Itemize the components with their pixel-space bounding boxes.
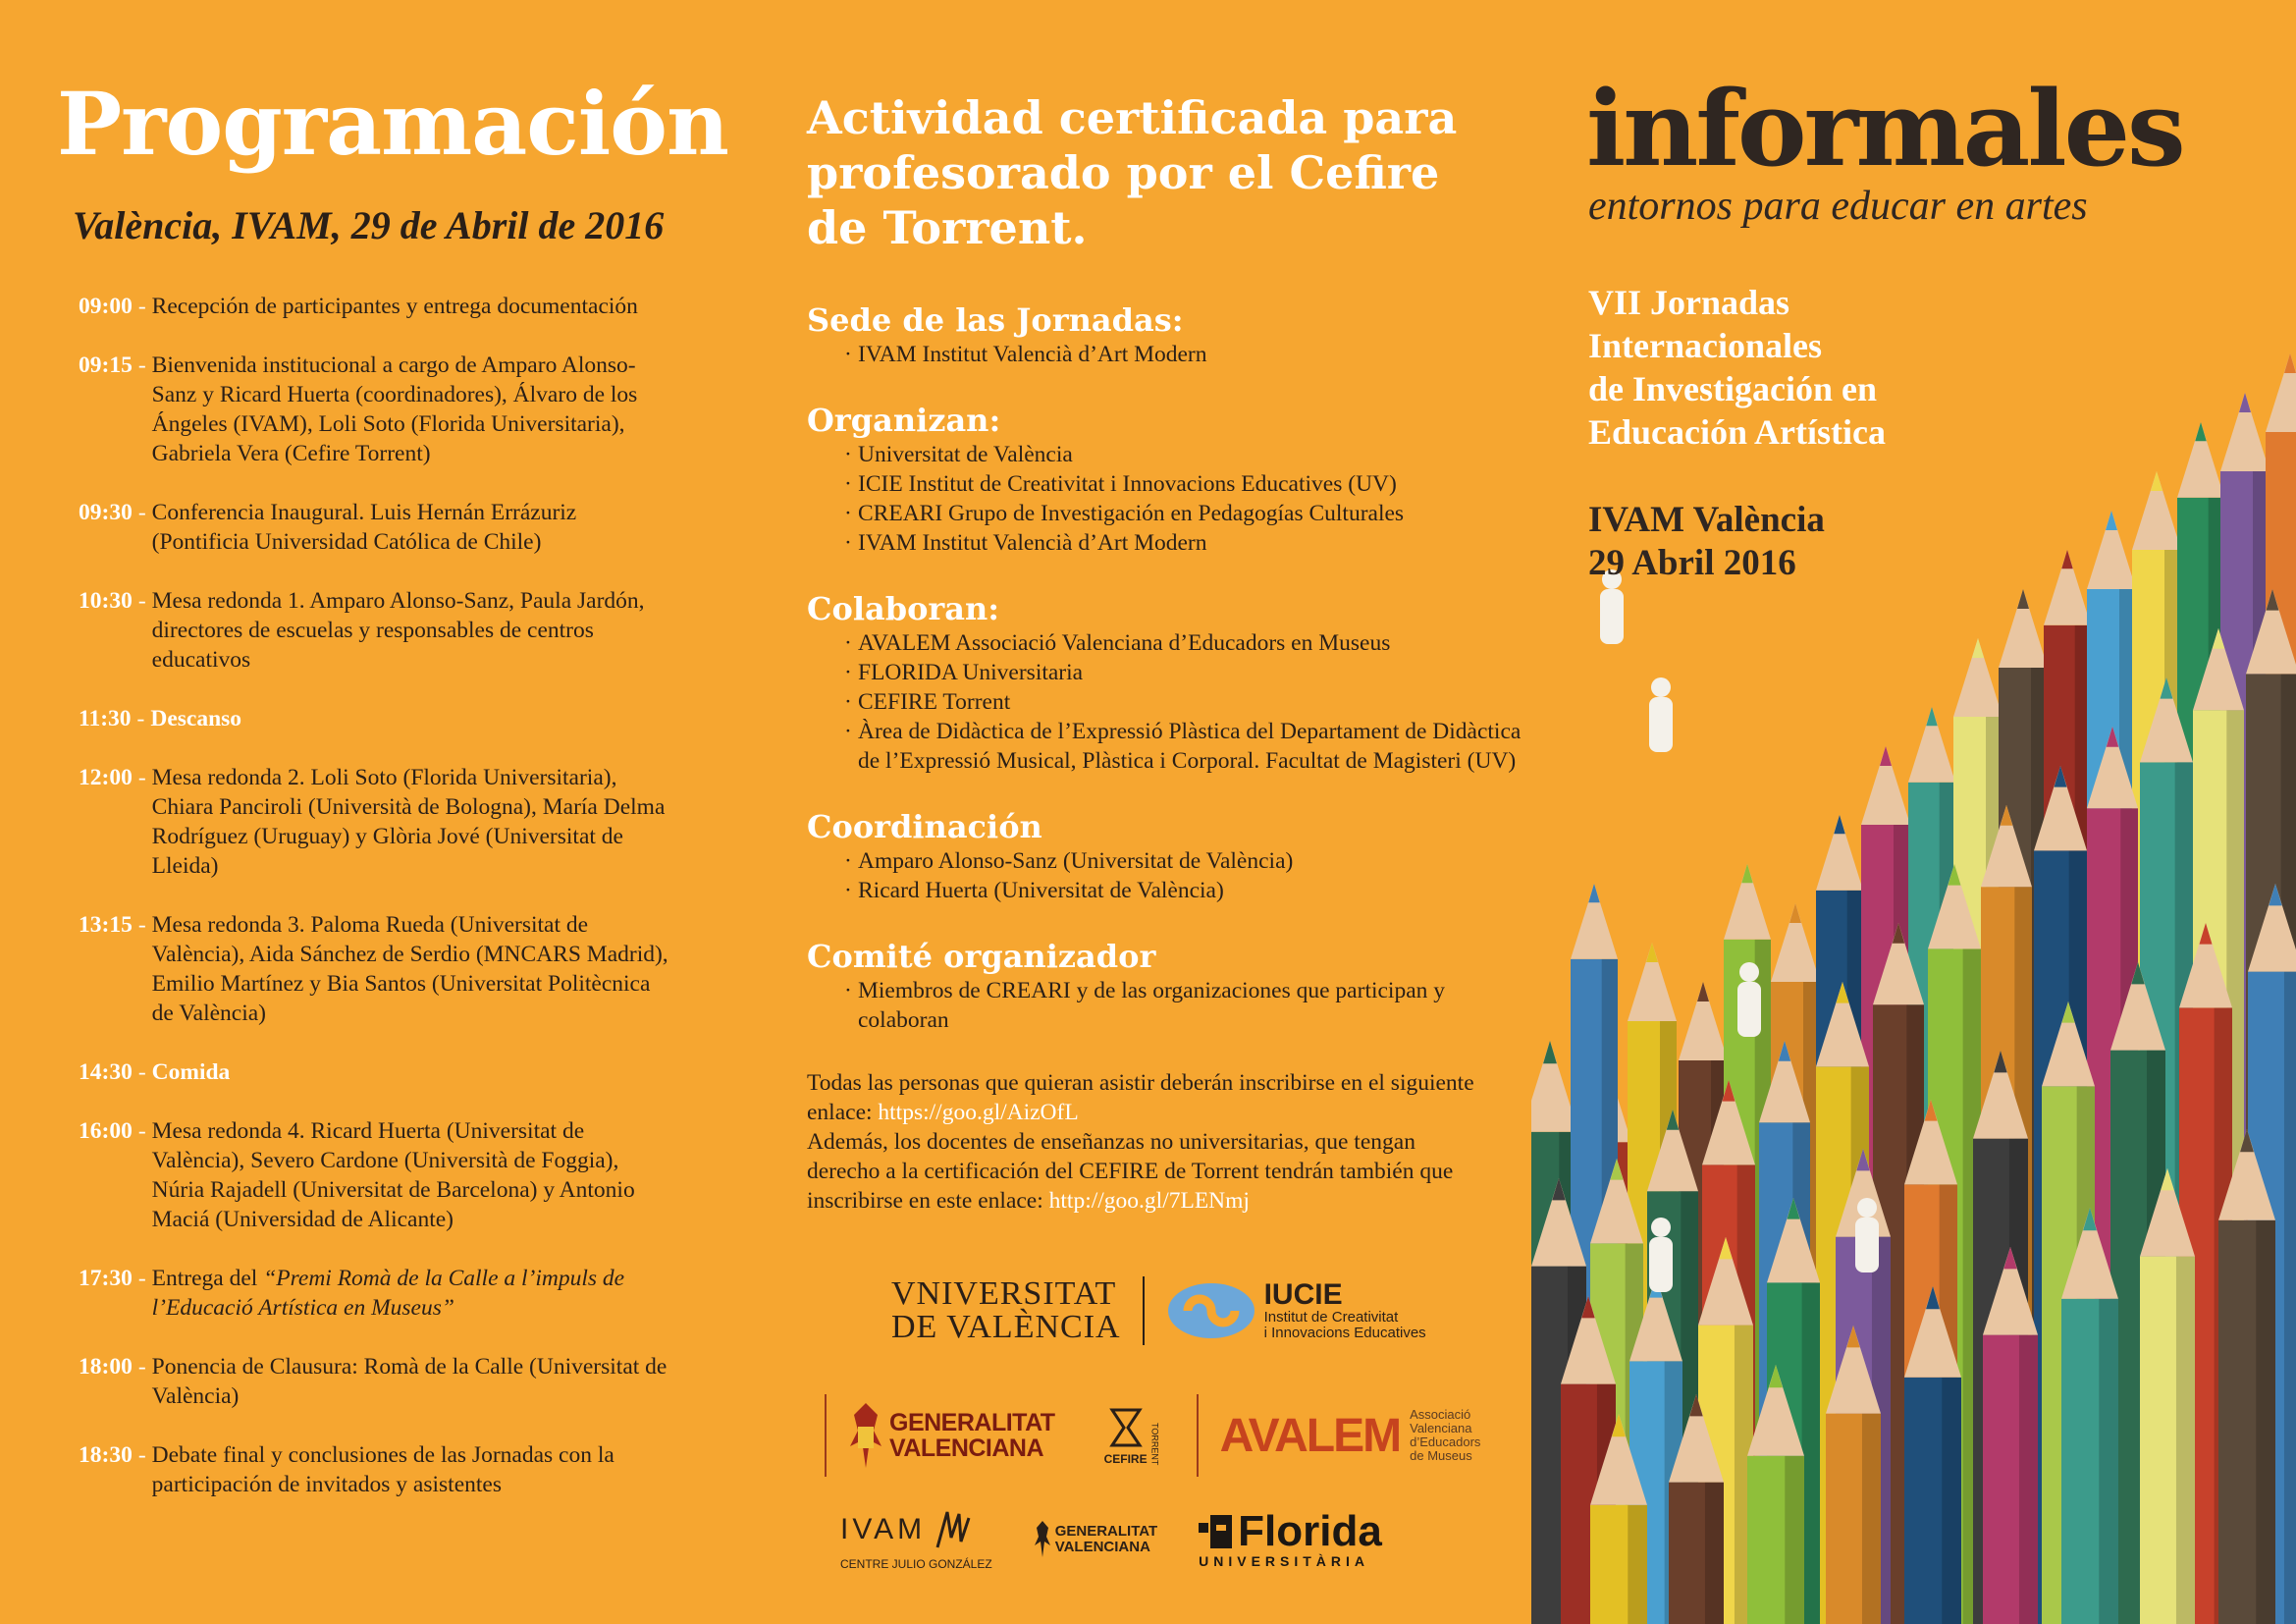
schedule-item [57,704,746,733]
avalem-line1: Associació [1410,1407,1471,1422]
section-list [807,340,1531,369]
schedule-item [57,1440,746,1499]
section-list-item: · Ricard Huerta (Universitat de València) [844,876,1531,905]
schedule-dash: - [137,1442,146,1468]
schedule-time: 16:00 [79,1118,133,1144]
florida-wordmark: Florida [1238,1507,1382,1555]
schedule-description [150,704,241,733]
schedule-dash: - [137,588,146,614]
registration-text-2: Además, los docentes de enseñanzas no universitarias, que tengan derecho a la certificación del CEFIRE de Torrent tendrán también que inscribirse en este enlace: [807,1129,1454,1214]
schedule-time: 11:30 [79,706,132,731]
schedule-time: 09:30 [79,500,133,525]
generalitat-line2: VALENCIANA [889,1435,1044,1462]
section-heading: Sede de las Jornadas: [807,301,1184,339]
program-subtitle: València, IVAM, 29 de Abril de 2016 [73,203,665,247]
schedule-time: 14:30 [79,1059,133,1085]
registration-link-1[interactable]: https://goo.gl/AizOfL [878,1100,1079,1125]
brand-title: informales [1586,67,2183,189]
uv-logo [891,1277,1121,1344]
info-section [807,403,1531,558]
schedule-text: Debate final y conclusiones de las Jornadas con la participación de invitados y asistentes [151,1442,614,1497]
schedule-item [57,1116,746,1234]
cefire-logo [1104,1406,1161,1465]
uv-logo-line1: VNIVERSITAT [891,1275,1117,1312]
schedule-item [57,1057,746,1087]
schedule-time: 18:30 [79,1442,133,1468]
program-panel [0,0,746,1624]
schedule-item [57,498,746,557]
schedule-dash: - [137,1266,146,1291]
pencil-shape [2218,1129,2275,1624]
iucie-line2: i Innovacions Educatives [1263,1325,1426,1341]
ivam-logo [840,1508,992,1571]
section-list [807,440,1531,558]
schedule-dash: - [136,706,145,731]
florida-subtitle: UNIVERSITÀRIA [1199,1553,1370,1569]
section-list-item: · AVALEM Associació Valenciana d’Educadors en Museus [844,628,1531,658]
schedule-description [152,1116,672,1234]
section-list [807,628,1531,776]
info-sections [807,302,1531,1035]
figurine-shape [1737,962,1761,1037]
generalitat-small-line1: GENERALITAT [1054,1523,1158,1540]
section-list-item: · Miembros de CREARI y de las organizaciones que participan y colaboran [844,976,1531,1035]
uv-logo-line2: DE VALÈNCIA [891,1309,1121,1345]
cefire-side-text: TORRENT [1149,1422,1160,1465]
schedule-description [152,498,672,557]
logos-row-2 [825,1394,1480,1477]
schedule-item [57,1352,746,1411]
iucie-symbol-icon [1166,1281,1256,1340]
certification-heading: Actividad certificada para profesorado por el Cefire de Torrent. [807,91,1458,254]
iucie-name: IUCIE [1263,1278,1343,1311]
registration-link-2[interactable]: http://goo.gl/7LENmj [1048,1188,1250,1214]
schedule-time: 10:30 [79,588,133,614]
schedule-item [57,351,746,468]
schedule-text: Mesa redonda 4. Ricard Huerta (Universitat de València), Severo Cardone (Università de Foggia), Núria Rajadell (Universitat de Barcelona) y Antonio Maciá (Universidad de Alicante) [151,1118,635,1232]
schedule-text: Entrega del [151,1266,264,1291]
section-list-item: · IVAM Institut Valencià d’Art Modern [844,528,1531,558]
generalitat-small-logo [1034,1520,1157,1559]
figurine-shape [1649,1218,1673,1292]
section-heading: Organizan: [807,402,1001,439]
info-section [807,939,1531,1035]
schedule-dash: - [137,352,146,378]
iucie-line1: Institut de Creativitat [1263,1309,1399,1326]
info-section [807,302,1531,369]
generalitat-line1: GENERALITAT [889,1409,1055,1436]
schedule-time: 09:00 [79,294,133,319]
schedule-item [57,763,746,881]
avalem-line4: de Museus [1410,1448,1472,1463]
ivam-subtitle: CENTRE JULIO GONZÁLEZ [840,1557,992,1571]
schedule-item [57,910,746,1028]
schedule-description [152,292,638,321]
ivam-signature-icon [934,1508,973,1551]
schedule-dash: - [137,765,146,790]
program-title: Programación [57,73,728,175]
logo-divider [1143,1276,1145,1345]
schedule-time: 18:00 [79,1354,133,1380]
generalitat-small-bat-icon [1034,1520,1051,1559]
logos-row-1 [891,1276,1426,1345]
section-heading: Comité organizador [807,938,1156,975]
award-name: “Premi Romà de la Calle a l’impuls de l’Educació Artística en Museus” [151,1266,625,1321]
schedule-description [152,1057,231,1087]
logo-divider-gv [825,1394,827,1477]
schedule-item [57,1264,746,1323]
schedule-text: Descanso [150,706,242,731]
schedule-dash: - [137,1118,146,1144]
venue-line-1: IVAM València [1588,500,1825,540]
section-heading: Colaboran: [807,590,1000,627]
schedule-text: Comida [151,1059,231,1085]
schedule-description [152,1264,672,1323]
figurine-shape [1855,1198,1879,1272]
schedule-text: Mesa redonda 1. Amparo Alonso-Sanz, Paula Jardón, directores de escuelas y responsables de centros educativos [151,588,645,673]
schedule-item [57,586,746,675]
schedule-description [152,1440,672,1499]
section-list-item: · Universitat de València [844,440,1531,469]
schedule-item [57,292,746,321]
schedule-description [152,586,672,675]
event-venue [1588,499,1825,585]
schedule-time: 13:15 [79,912,133,938]
schedule-description [152,910,672,1028]
event-line-3: de Investigación en [1588,369,1878,408]
avalem-wordmark: AVALEM [1219,1409,1401,1462]
schedule-text: Conferencia Inaugural. Luis Hernán Errázuriz (Pontificia Universidad Católica de Chile) [151,500,577,555]
schedule-description [152,1352,672,1411]
cefire-text: CEFIRE [1103,1452,1148,1466]
schedule-text: Mesa redonda 3. Paloma Rueda (Universitat de València), Aida Sánchez de Serdio (MNCARS Madrid), Emilio Martínez y Bia Santos (Universitat Politècnica de València) [151,912,668,1026]
ivam-wordmark: IVAM [840,1513,927,1545]
cefire-symbol-icon [1106,1406,1146,1449]
avalem-line2: Valenciana [1410,1421,1472,1435]
info-section [807,809,1531,905]
section-list [807,976,1531,1035]
generalitat-logo [848,1401,1055,1470]
section-list-item: · FLORIDA Universitaria [844,658,1531,687]
section-list-item: · CREARI Grupo de Investigación en Pedagogías Culturales [844,499,1531,528]
schedule-list [57,292,746,1499]
event-line-2: Internacionales [1588,326,1822,365]
registration-note [807,1068,1494,1216]
schedule-dash: - [137,1059,146,1085]
schedule-dash: - [137,912,146,938]
registration-text-1: Todas las personas que quieran asistir deberán inscribirse en el siguiente enlace: [807,1070,1474,1125]
avalem-line3: d’Educadors [1410,1435,1481,1449]
schedule-text: Bienvenida institucional a cargo de Amparo Alonso-Sanz y Ricard Huerta (coordinadores), Álvaro de los Ángeles (IVAM), Loli Soto (Florida Universitaria), Gabriela Vera (Cefire Torrent) [151,352,638,466]
event-line-1: VII Jornadas [1588,283,1790,322]
event-title [1588,281,1981,454]
section-list-item: · Amparo Alonso-Sanz (Universitat de València) [844,846,1531,876]
schedule-time: 09:15 [79,352,133,378]
schedule-time: 17:30 [79,1266,133,1291]
section-list [807,846,1531,905]
section-list-item: · Àrea de Didàctica de l’Expressió Plàstica del Departament de Didàctica de l’Expressió Musical, Plàstica i Corporal. Facultat de Magisteri (UV) [844,717,1531,776]
logo-divider-avalem [1197,1394,1199,1477]
florida-logo [1199,1507,1382,1569]
schedule-dash: - [137,500,146,525]
florida-symbol-icon [1199,1515,1232,1548]
venue-line-2: 29 Abril 2016 [1588,543,1796,583]
generalitat-bat-icon [848,1401,883,1470]
section-heading: Coordinación [807,808,1042,845]
info-panel [746,0,1531,1624]
pencils-illustration [1531,0,2296,1624]
pencil-shape [2140,1168,2195,1624]
avalem-logo [1220,1408,1481,1463]
brand-tagline: entornos para educar en artes [1588,184,2088,229]
schedule-description [152,763,672,881]
info-section [807,591,1531,776]
logos-row-3 [840,1500,1382,1579]
schedule-text: Ponencia de Clausura: Romà de la Calle (Universitat de València) [151,1354,667,1409]
schedule-dash: - [137,294,146,319]
event-line-4: Educación Artística [1588,412,1886,452]
section-list-item: · ICIE Institut de Creativitat i Innovacions Educatives (UV) [844,469,1531,499]
figurine-shape [1649,677,1673,752]
section-list-item: · IVAM Institut Valencià d’Art Modern [844,340,1531,369]
schedule-description [152,351,672,468]
schedule-text: Mesa redonda 2. Loli Soto (Florida Universitaria), Chiara Panciroli (Università de Bologna), María Delma Rodríguez (Uruguay) y Glòria Jové (Universitat de Lleida) [151,765,666,879]
schedule-time: 12:00 [79,765,133,790]
generalitat-small-line2: VALENCIANA [1054,1539,1150,1555]
iucie-logo [1166,1280,1426,1341]
cover-panel [1531,0,2296,1624]
schedule-dash: - [137,1354,146,1380]
section-list-item: · CEFIRE Torrent [844,687,1531,717]
schedule-text: Recepción de participantes y entrega documentación [151,294,638,319]
